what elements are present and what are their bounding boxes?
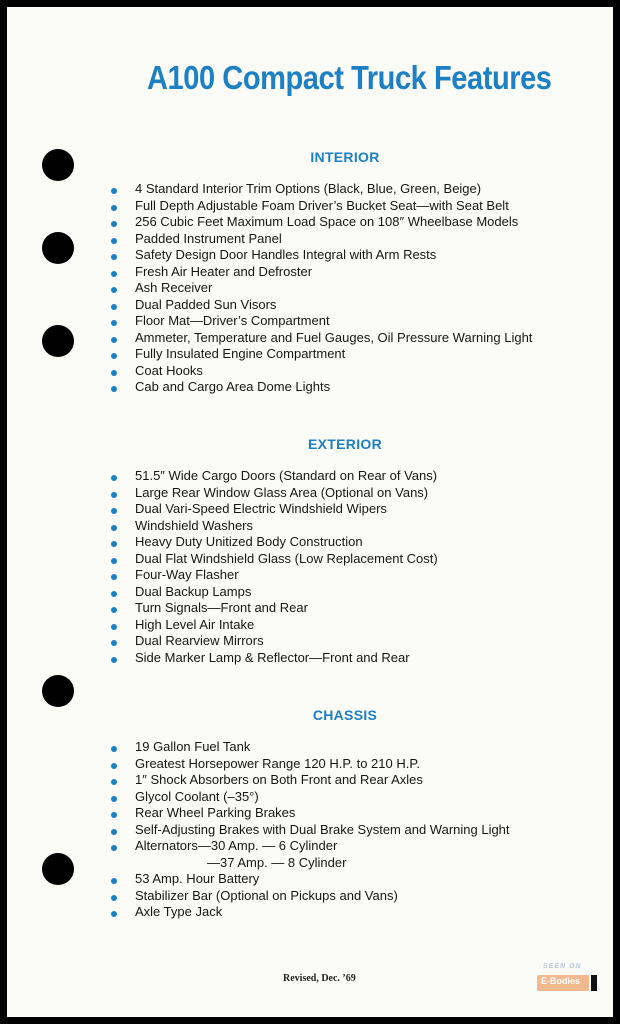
bullet-icon bbox=[111, 607, 117, 613]
bullet-icon bbox=[111, 188, 117, 194]
feature-text: Dual Padded Sun Visors bbox=[135, 296, 277, 312]
watermark-box bbox=[537, 975, 589, 991]
bullet-icon bbox=[111, 558, 117, 564]
feature-text: Four-Way Flasher bbox=[135, 567, 239, 582]
bullet-icon bbox=[111, 624, 117, 630]
bullet-icon bbox=[111, 895, 117, 901]
feature-item bbox=[111, 181, 532, 198]
binder-hole bbox=[42, 853, 74, 885]
bullet-icon bbox=[111, 254, 117, 260]
interior-heading: INTERIOR bbox=[310, 149, 380, 165]
feature-item bbox=[111, 346, 532, 363]
feature-text: Axle Type Jack bbox=[135, 904, 223, 919]
feature-item bbox=[111, 247, 532, 264]
chassis-feature-list bbox=[111, 739, 510, 921]
feature-text: Safety Design Door Handles Integral with Arm Rests bbox=[135, 247, 437, 262]
bullet-icon bbox=[111, 205, 117, 211]
bullet-icon bbox=[111, 238, 117, 244]
feature-item bbox=[111, 904, 510, 921]
bullet-icon bbox=[111, 271, 117, 277]
brochure-page bbox=[7, 7, 613, 1017]
feature-item bbox=[111, 198, 532, 215]
feature-item bbox=[111, 363, 532, 380]
bullet-icon bbox=[111, 337, 117, 343]
feature-item bbox=[111, 231, 532, 248]
feature-item bbox=[111, 518, 438, 535]
bullet-icon bbox=[111, 812, 117, 818]
feature-item bbox=[111, 551, 438, 568]
bullet-icon bbox=[111, 370, 117, 376]
chassis-heading: CHASSIS bbox=[312, 707, 378, 723]
bullet-icon bbox=[111, 525, 117, 531]
feature-item bbox=[111, 297, 532, 314]
watermark-label: E-Bodies bbox=[541, 976, 581, 986]
feature-item bbox=[111, 264, 532, 281]
interior-feature-list bbox=[111, 181, 532, 396]
bullet-icon bbox=[111, 845, 117, 851]
exterior-feature-list bbox=[111, 468, 438, 666]
bullet-icon bbox=[111, 640, 117, 646]
feature-text: Full Depth Adjustable Foam Driver’s Bucket Seat—with Seat Belt bbox=[135, 197, 509, 213]
feature-text: Ammeter, Temperature and Fuel Gauges, Oil Pressure Warning Light bbox=[135, 329, 533, 345]
feature-text: 4 Standard Interior Trim Options (Black, Blue, Green, Beige) bbox=[135, 181, 482, 196]
feature-text: Padded Instrument Panel bbox=[135, 230, 282, 246]
bullet-icon bbox=[111, 574, 117, 580]
feature-text: Dual Rearview Mirrors bbox=[135, 633, 264, 648]
feature-item bbox=[111, 805, 510, 822]
exterior-heading: EXTERIOR bbox=[308, 436, 382, 452]
bullet-icon bbox=[111, 475, 117, 481]
bullet-icon bbox=[111, 591, 117, 597]
feature-text: 53 Amp. Hour Battery bbox=[135, 871, 260, 886]
feature-text: Coat Hooks bbox=[135, 362, 203, 378]
binder-hole bbox=[42, 675, 74, 707]
bullet-icon bbox=[111, 304, 117, 310]
feature-text: High Level Air Intake bbox=[135, 616, 255, 632]
feature-text: Floor Mat—Driver’s Compartment bbox=[135, 313, 330, 328]
feature-item bbox=[111, 822, 510, 839]
bullet-icon bbox=[111, 746, 117, 752]
feature-item bbox=[111, 379, 532, 396]
binder-hole bbox=[42, 232, 74, 264]
feature-text: 1″ Shock Absorbers on Both Front and Rear Axles bbox=[135, 772, 423, 787]
feature-text: 256 Cubic Feet Maximum Load Space on 108″ Wheelbase Models bbox=[135, 214, 519, 229]
feature-item bbox=[111, 633, 438, 650]
bullet-icon bbox=[111, 386, 117, 392]
feature-text: Fully Insulated Engine Compartment bbox=[135, 346, 346, 361]
feature-item bbox=[111, 313, 532, 330]
watermark-top-text: SEEN ON bbox=[543, 963, 582, 970]
feature-text: Fresh Air Heater and Defroster bbox=[135, 263, 313, 279]
feature-text: 51.5″ Wide Cargo Doors (Standard on Rear of Vans) bbox=[135, 468, 438, 483]
page-title: A100 Compact Truck Features bbox=[147, 59, 552, 96]
feature-item bbox=[111, 584, 438, 601]
feature-text: Glycol Coolant (–35°) bbox=[135, 788, 259, 804]
feature-item bbox=[111, 534, 438, 551]
watermark-bar bbox=[591, 975, 597, 991]
feature-item bbox=[111, 789, 510, 806]
feature-text: Stabilizer Bar (Optional on Pickups and Vans) bbox=[135, 887, 398, 903]
bullet-icon bbox=[111, 763, 117, 769]
feature-item bbox=[111, 888, 510, 905]
feature-text: 19 Gallon Fuel Tank bbox=[135, 739, 251, 754]
feature-item bbox=[111, 756, 510, 773]
feature-item bbox=[111, 214, 532, 231]
feature-item bbox=[111, 485, 438, 502]
binder-hole bbox=[42, 325, 74, 357]
feature-item bbox=[111, 617, 438, 634]
feature-text: Ash Receiver bbox=[135, 280, 213, 295]
watermark-logo bbox=[537, 963, 603, 999]
feature-item bbox=[111, 739, 510, 756]
bullet-icon bbox=[111, 779, 117, 785]
bullet-icon bbox=[111, 353, 117, 359]
feature-item bbox=[111, 468, 438, 485]
feature-item bbox=[111, 855, 510, 872]
feature-item bbox=[111, 871, 510, 888]
feature-text: Windshield Washers bbox=[135, 517, 254, 533]
bullet-icon bbox=[111, 287, 117, 293]
feature-item bbox=[111, 772, 510, 789]
bullet-icon bbox=[111, 911, 117, 917]
feature-text: Self-Adjusting Brakes with Dual Brake System and Warning Light bbox=[135, 821, 510, 837]
feature-text: Dual Vari-Speed Electric Windshield Wipers bbox=[135, 501, 387, 516]
feature-text: —37 Amp. — 8 Cylinder bbox=[207, 854, 347, 870]
bullet-icon bbox=[111, 492, 117, 498]
bullet-icon bbox=[111, 878, 117, 884]
feature-text: Dual Backup Lamps bbox=[135, 583, 252, 599]
feature-text: Alternators—30 Amp. — 6 Cylinder bbox=[135, 838, 338, 853]
feature-item bbox=[111, 330, 532, 347]
feature-text: Greatest Horsepower Range 120 H.P. to 210 H.P. bbox=[135, 755, 420, 771]
bullet-icon bbox=[111, 796, 117, 802]
bullet-icon bbox=[111, 508, 117, 514]
feature-text: Side Marker Lamp & Reflector—Front and Rear bbox=[135, 649, 410, 665]
feature-text: Large Rear Window Glass Area (Optional on Vans) bbox=[135, 484, 429, 500]
bullet-icon bbox=[111, 657, 117, 663]
feature-item bbox=[111, 501, 438, 518]
feature-item bbox=[111, 650, 438, 667]
bullet-icon bbox=[111, 221, 117, 227]
bullet-icon bbox=[111, 829, 117, 835]
feature-item bbox=[111, 600, 438, 617]
feature-item bbox=[111, 280, 532, 297]
feature-text: Rear Wheel Parking Brakes bbox=[135, 805, 296, 820]
feature-text: Cab and Cargo Area Dome Lights bbox=[135, 379, 331, 394]
bullet-icon bbox=[111, 541, 117, 547]
feature-text: Heavy Duty Unitized Body Construction bbox=[135, 534, 363, 549]
bullet-icon bbox=[111, 320, 117, 326]
revision-note: Revised, Dec. ’69 bbox=[283, 973, 356, 984]
feature-text: Turn Signals—Front and Rear bbox=[135, 600, 308, 615]
feature-text: Dual Flat Windshield Glass (Low Replacement Cost) bbox=[135, 550, 438, 566]
feature-item bbox=[111, 567, 438, 584]
feature-item bbox=[111, 838, 510, 855]
